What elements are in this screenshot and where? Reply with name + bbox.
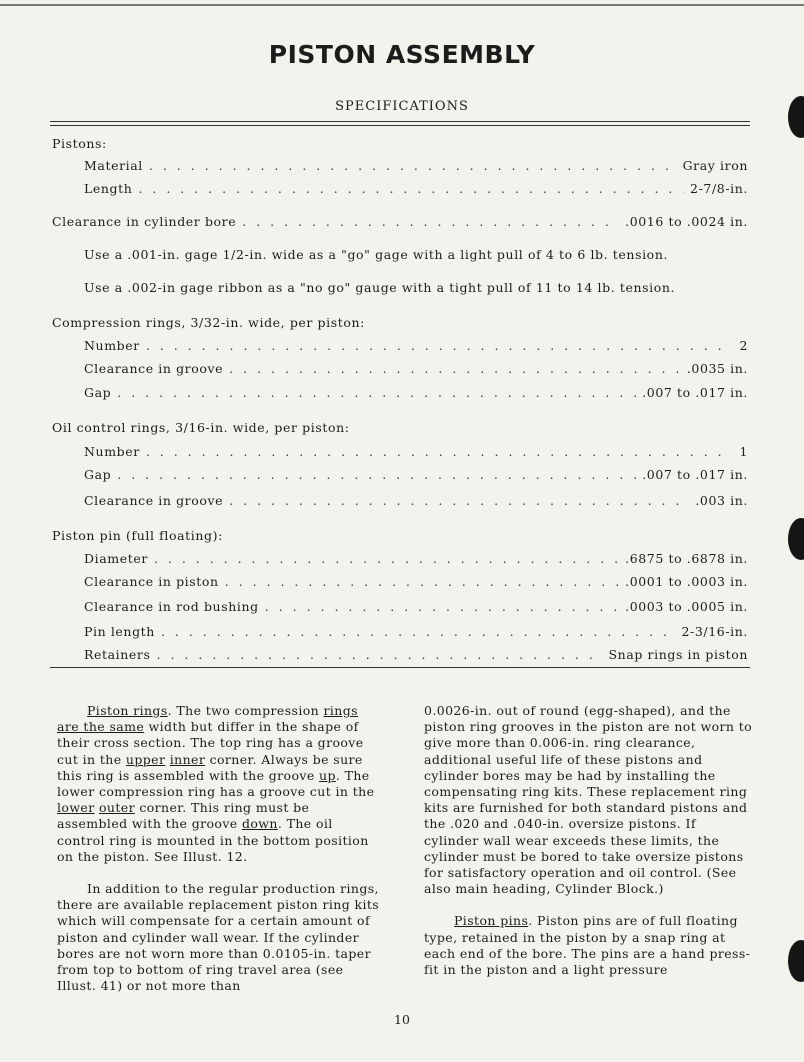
spec-label: Pin length bbox=[84, 624, 155, 639]
spec-row-pin-length bbox=[84, 624, 748, 642]
spec-value: Gray iron bbox=[682, 158, 748, 173]
binder-hole-bottom bbox=[788, 940, 804, 982]
paragraph-replacement-kits: In addition to the regular production rings, there are available replacement piston ring kits which will compensate for a certain amount of piston and cylinder wall wear. If the cylinder bores are not worn more than 0.0105-in. taper from top to bottom of ring travel area (see Illust. 41) or not more than bbox=[57, 881, 380, 994]
spec-value: .0001 to .0003 in. bbox=[625, 574, 748, 589]
binder-hole-middle bbox=[788, 518, 804, 560]
page-number: 10 bbox=[394, 1012, 410, 1027]
spec-label: Gap bbox=[84, 467, 112, 482]
paragraph-ring-kits-continued: 0.0026-in. out of round (egg-shaped), and the piston ring grooves in the piston are not worn to give more than 0.006-in. ring clearance, additional useful life of these pistons and cylinder bores may be had by installing the compensating ring kits. These replacement ring kits are furnished for both standard pistons and the .020 and .040-in. oversize pistons. If cylinder wall wear exceeds these limits, the cylinder must be bored to take oversize pistons for satisfactory operation and oil control. (See also main heading, Cylinder Block.) bbox=[424, 703, 753, 897]
spec-value: .007 to .017 in. bbox=[642, 467, 748, 482]
leader-dots bbox=[146, 338, 734, 353]
underlined-run: down bbox=[241, 816, 278, 832]
spec-label: Number bbox=[84, 338, 140, 353]
specs-bottom-rule bbox=[50, 667, 750, 668]
piston-rings-heading: Piston rings bbox=[87, 703, 168, 718]
leader-dots bbox=[149, 158, 677, 173]
text-run: . Piston pins are of full floating type, retained in the piston by a snap ring at each end of the bore. The pins are a hand press-fit in the piston and a light pressure bbox=[424, 913, 751, 978]
oil-control-rings-heading: Oil control rings, 3/16-in. wide, per piston: bbox=[52, 420, 350, 435]
compression-rings-heading: Compression rings, 3/32-in. wide, per piston: bbox=[52, 315, 365, 330]
leader-dots bbox=[229, 493, 689, 508]
spec-label: Clearance in cylinder bore bbox=[52, 214, 237, 229]
spec-label: Material bbox=[84, 158, 143, 173]
piston-pins-heading: Piston pins bbox=[454, 913, 529, 929]
underlined-run: rings are the same bbox=[57, 703, 358, 735]
leader-dots bbox=[265, 599, 619, 614]
leader-dots bbox=[242, 214, 619, 229]
spec-row-pin-piston-clearance bbox=[84, 574, 748, 592]
spec-label: Diameter bbox=[84, 551, 148, 566]
spec-row-material bbox=[84, 158, 748, 176]
spec-row-bore-clearance bbox=[52, 214, 748, 232]
text-run: width but differ in the shape of their cross section. The top ring has a groove cut in the bbox=[57, 719, 364, 767]
leader-dots bbox=[225, 574, 619, 589]
spec-value: 2-7/8-in. bbox=[690, 181, 748, 196]
text-run: corner. Always be sure this ring is assembled with the groove bbox=[57, 751, 363, 783]
text-run: . The lower compression ring has a groove cut in the bbox=[57, 767, 375, 800]
leader-dots bbox=[117, 385, 636, 400]
spec-value: .0003 to .0005 in. bbox=[625, 599, 748, 614]
underlined-run: upper bbox=[125, 751, 166, 767]
spec-value: .0035 in. bbox=[686, 361, 748, 376]
spec-row-retainers bbox=[84, 647, 748, 665]
leader-dots bbox=[229, 361, 681, 376]
spec-label: Clearance in groove bbox=[84, 493, 224, 508]
spec-value: 1 bbox=[739, 444, 748, 459]
leader-dots bbox=[157, 647, 603, 662]
body-column-right bbox=[424, 703, 754, 978]
spec-row-compression-number bbox=[84, 338, 748, 356]
spec-row-compression-groove bbox=[84, 361, 748, 379]
spec-label: Clearance in groove bbox=[84, 361, 224, 376]
spec-row-length bbox=[84, 181, 748, 199]
specs-top-rule bbox=[50, 121, 750, 126]
spec-value: .007 to .017 in. bbox=[642, 385, 748, 400]
leader-dots bbox=[138, 181, 684, 196]
go-gage-note: Use a .001-in. gage 1/2-in. wide as a "go" gage with a light pull of 4 to 6 lb. tension. bbox=[84, 247, 669, 262]
leader-dots bbox=[154, 551, 619, 566]
text-run: corner. This ring must be assembled with the groove bbox=[57, 800, 310, 832]
underlined-run: outer bbox=[98, 800, 135, 816]
spec-row-compression-gap bbox=[84, 385, 748, 403]
spec-value: Snap rings in piston bbox=[608, 647, 748, 662]
leader-dots bbox=[146, 444, 734, 459]
body-column-left bbox=[57, 703, 382, 994]
spec-value: .6875 to .6878 in. bbox=[625, 551, 748, 566]
spec-value: 2 bbox=[739, 338, 748, 353]
spec-label: Length bbox=[84, 181, 133, 196]
spec-value: .003 in. bbox=[695, 493, 748, 508]
spec-row-oil-groove bbox=[84, 493, 748, 511]
paragraph-piston-rings bbox=[57, 703, 382, 865]
spec-label: Retainers bbox=[84, 647, 151, 662]
spec-label: Number bbox=[84, 444, 140, 459]
spec-label: Clearance in piston bbox=[84, 574, 219, 589]
spec-row-oil-number bbox=[84, 444, 748, 462]
no-go-gage-note: Use a .002-in gage ribbon as a "no go" gauge with a tight pull of 11 to 14 lb. tension. bbox=[84, 280, 676, 295]
text-run: . The two compression bbox=[167, 703, 324, 718]
underlined-run: lower bbox=[57, 800, 95, 816]
spec-row-pin-diameter bbox=[84, 551, 748, 569]
piston-pin-heading: Piston pin (full floating): bbox=[52, 528, 223, 543]
spec-label: Gap bbox=[84, 385, 112, 400]
leader-dots bbox=[117, 467, 636, 482]
spec-row-oil-gap bbox=[84, 467, 748, 485]
top-edge-rule bbox=[0, 4, 804, 6]
underlined-run: inner bbox=[169, 751, 206, 767]
spec-label: Clearance in rod bushing bbox=[84, 599, 259, 614]
page-subtitle: SPECIFICATIONS bbox=[335, 99, 469, 114]
underlined-run: up bbox=[319, 767, 336, 783]
leader-dots bbox=[161, 624, 676, 639]
spec-value: .0016 to .0024 in. bbox=[625, 214, 748, 229]
spec-value: 2-3/16-in. bbox=[681, 624, 748, 639]
text-run: . The oil control ring is mounted in the bottom position on the piston. See Illust. 12. bbox=[57, 816, 369, 864]
paragraph-piston-pins bbox=[424, 913, 754, 978]
pistons-heading: Pistons: bbox=[52, 136, 107, 151]
spec-row-pin-bushing-clearance bbox=[84, 599, 748, 617]
page-title: PISTON ASSEMBLY bbox=[268, 40, 536, 69]
